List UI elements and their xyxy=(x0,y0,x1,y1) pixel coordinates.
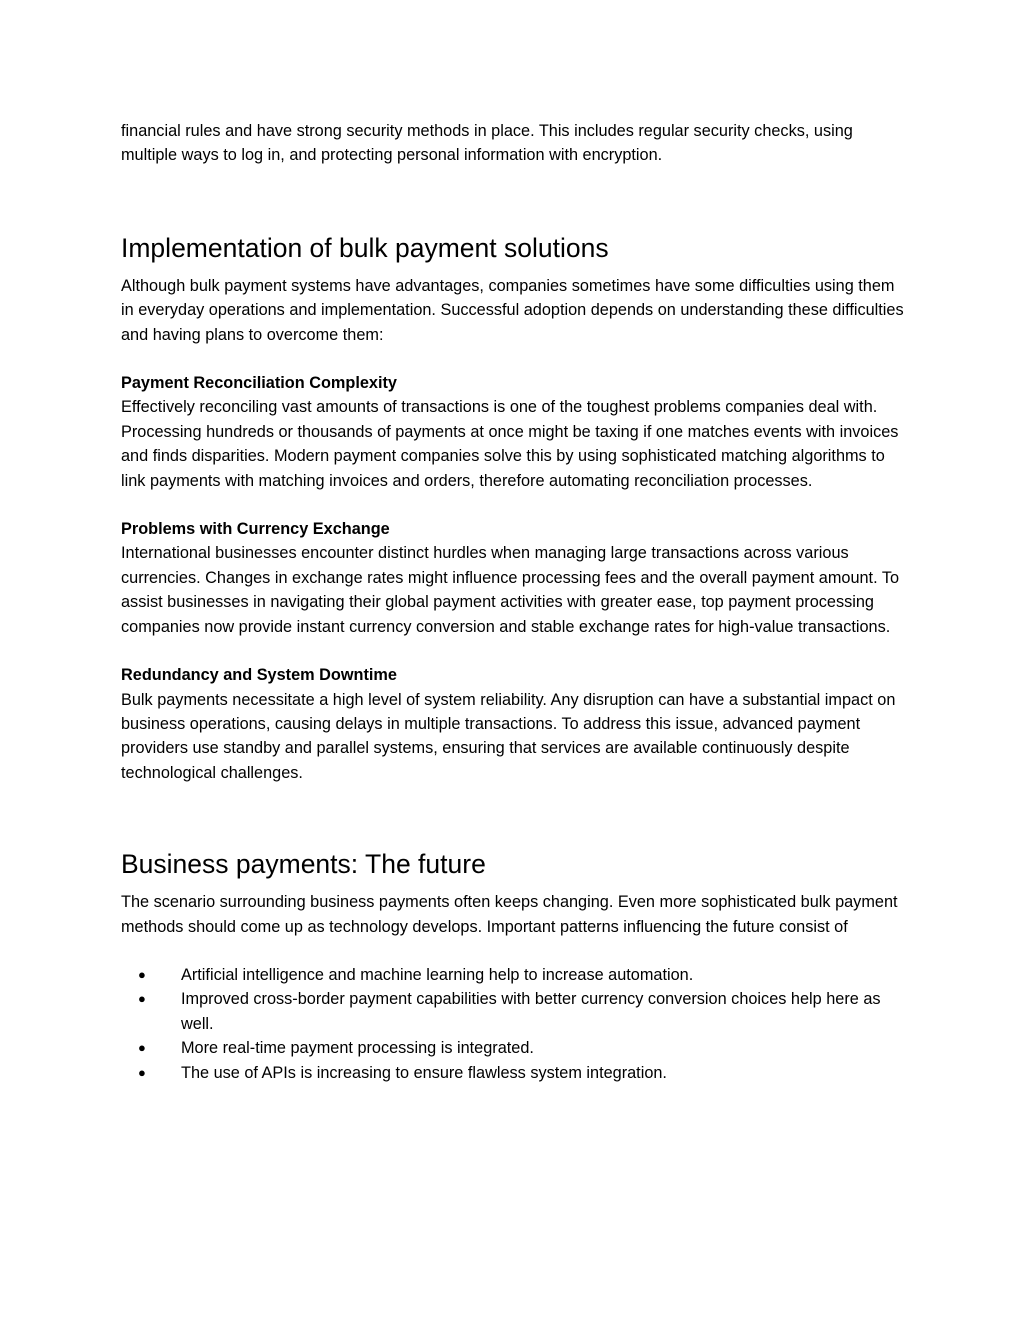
section-heading-future: Business payments: The future xyxy=(121,849,486,880)
subsection-heading: Payment Reconciliation Complexity xyxy=(121,374,397,393)
section-intro-paragraph: The scenario surrounding business payments often keeps changing. Even more sophisticated bulk payment methods should come up as technology develops. Important patterns influencing the future consist of xyxy=(121,893,898,936)
document-page xyxy=(121,119,911,1085)
section-intro-paragraph: Although bulk payment systems have advantages, companies sometimes have some difficulties using them in everyday operations and implementation. Successful adoption depends on understanding these difficulties and having plans to overcome them: xyxy=(121,276,904,344)
list-item xyxy=(121,987,911,1036)
list-item xyxy=(121,963,911,987)
list-item-text: Artificial intelligence and machine learning help to increase automation. xyxy=(181,965,694,984)
subsection-body: Bulk payments necessitate a high level of system reliability. Any disruption can have a substantial impact on business operations, causing delays in multiple transactions. To address this issue, advanced payment providers use standby and parallel systems, ensuring that services are available continuously despite technological challenges. xyxy=(121,690,896,782)
list-item xyxy=(121,1036,911,1060)
bullet-icon: ● xyxy=(138,966,146,982)
list-item-text: More real-time payment processing is integrated. xyxy=(181,1039,534,1058)
list-item-text: The use of APIs is increasing to ensure flawless system integration. xyxy=(181,1063,667,1082)
bullet-icon: ● xyxy=(138,1040,146,1056)
list-item xyxy=(121,1061,911,1085)
subsection-body: International businesses encounter distinct hurdles when managing large transactions across various currencies. Changes in exchange rates might influence processing fees and the overall payment amount. To assist businesses in navigating their global payment activities with greater ease, top payment processing companies now provide instant currency conversion and stable exchange rates for high-value transactions. xyxy=(121,544,900,636)
bullet-icon: ● xyxy=(138,991,146,1007)
subsection-body: Effectively reconciling vast amounts of transactions is one of the toughest problems companies deal with. Processing hundreds or thousands of payments at once might be taxing if one matches events with invoices and finds disparities. Modern payment companies solve this by using sophisticated matching algorithms to link payments with matching invoices and orders, therefore automating reconciliation processes. xyxy=(121,398,899,490)
subsection-reconciliation xyxy=(121,371,911,493)
subsection-currency-exchange xyxy=(121,517,911,639)
intro-paragraph: financial rules and have strong security methods in place. This includes regular security checks, using multiple ways to log in, and protecting personal information with encryption. xyxy=(121,122,853,165)
bullet-list xyxy=(121,963,911,1085)
subsection-redundancy xyxy=(121,663,911,785)
subsection-heading: Problems with Currency Exchange xyxy=(121,520,390,539)
subsection-heading: Redundancy and System Downtime xyxy=(121,666,397,685)
bullet-icon: ● xyxy=(138,1064,146,1080)
list-item-text: Improved cross-border payment capabilities with better currency conversion choices help here as well. xyxy=(181,990,881,1033)
section-heading-implementation: Implementation of bulk payment solutions xyxy=(121,232,609,263)
